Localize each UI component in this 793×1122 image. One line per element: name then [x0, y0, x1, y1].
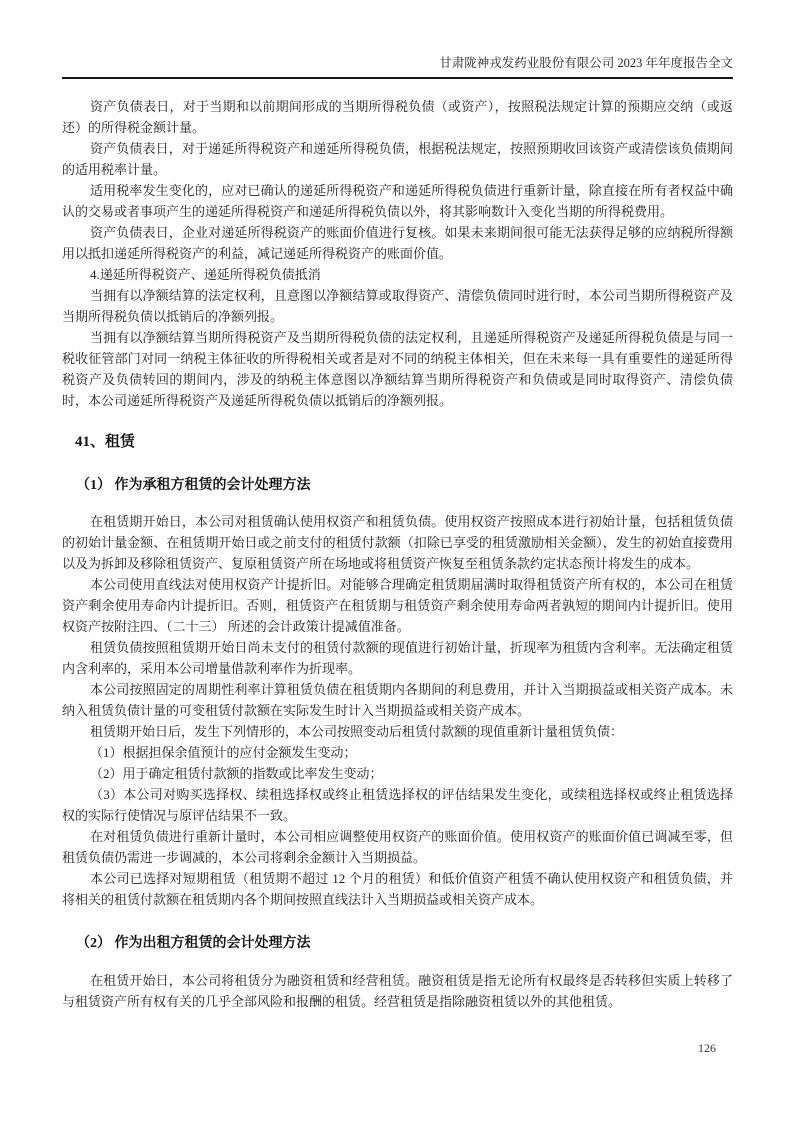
page-header: [62, 55, 733, 79]
body-paragraph: 本公司使用直线法对使用权资产计提折旧。对能够合理确定租赁期届满时取得租赁资产所有权的，本公司在租赁资产剩余使用寿命内计提折旧。否则，租赁资产在租赁期与租赁资产剩余使用寿命两者孰短的期间内计提折旧。使用权资产按附注四、（二十三） 所述的会计政策计提减值准备。: [62, 577, 733, 634]
body-paragraph: 租赁期开始日后，发生下列情形的，本公司按照变动后租赁付款额的现值重新计量租赁负债：: [90, 724, 624, 739]
body-paragraph: 在租赁开始日，本公司将租赁分为融资租赁和经营租赁。融资租赁是指无论所有权最终是否转移但实质上转移了与租赁资产所有权有关的几乎全部风险和报酬的租赁。经营租赁是指除融资租赁以外的其他租赁。: [62, 973, 733, 1009]
body-paragraph: 在租赁期开始日，本公司对租赁确认使用权资产和租赁负债。使用权资产按照成本进行初始计量，包括租赁负债的初始计量金额、在租赁期开始日或之前支付的租赁付款额（扣除已享受的租赁激励相关金额），发生的初始直接费用以及为拆卸及移除租赁资产、复原租赁资产所在场地或将租赁资产恢复至租赁条款约定状态预计将发生的成本。: [62, 514, 733, 571]
subsection-heading-lessee: （1） 作为承租方租赁的会计处理方法: [76, 478, 311, 493]
subsection-heading-lessor: （2） 作为出租方租赁的会计处理方法: [76, 936, 311, 951]
section-heading-lease: 41、租赁: [75, 434, 136, 450]
body-paragraph: 资产负债表日，对于当期和以前期间形成的当期所得税负债（或资产），按照税法规定计算的预期应交纳（或返还）的所得税金额计量。: [62, 99, 733, 135]
numbered-item-heading: 4.递延所得税资产、递延所得税负债抵消: [90, 267, 321, 282]
page-content: [62, 96, 733, 1012]
body-paragraph: 在对租赁负债进行重新计量时，本公司相应调整使用权资产的账面价值。使用权资产的账面价值已调减至零，但租赁负债仍需进一步调减的，本公司将剩余金额计入当期损益。: [62, 829, 733, 865]
header-title: 甘肃陇神戎发药业股份有限公司 2023 年年度报告全文: [439, 56, 733, 70]
body-paragraph: 当拥有以净额结算的法定权利，且意图以净额结算或取得资产、清偿负债同时进行时，本公司当期所得税资产及当期所得税负债以抵销后的净额列报。: [62, 288, 733, 324]
body-paragraph: 资产负债表日，企业对递延所得税资产的账面价值进行复核。如果未来期间很可能无法获得足够的应纳税所得额用以抵扣递延所得税资产的利益，减记递延所得税资产的账面价值。: [62, 225, 733, 261]
body-paragraph: 当拥有以净额结算当期所得税资产及当期所得税负债的法定权利，且递延所得税资产及递延所得税负债是与同一税收征管部门对同一纳税主体征收的所得税相关或者是对不同的纳税主体相关，但在未来每一具有重要性的递延所得税资产及负债转回的期间内，涉及的纳税主体意图以净额结算当期所得税资产和负债或是同时取得资产、清偿负债时，本公司递延所得税资产及递延所得税负债以抵销后的净额列报。: [62, 330, 733, 408]
body-paragraph: 本公司已选择对短期租赁（租赁期不超过 12 个月的租赁）和低价值资产租赁不确认使用权资产和租赁负债，并将相关的租赁付款额在租赁期内各个期间按照直线法计入当期损益或相关资产成本。: [62, 871, 733, 907]
body-paragraph: 适用税率发生变化的，应对已确认的递延所得税资产和递延所得税负债进行重新计量，除直接在所有者权益中确认的交易或者事项产生的递延所得税资产和递延所得税负债以外，将其影响数计入变化当期的所得税费用。: [62, 183, 733, 219]
list-item: （3）本公司对购买选择权、续租选择权或终止租赁选择权的评估结果发生变化，或续租选择权或终止租赁选择权的实际行使情况与原评估结果不一致。: [62, 787, 733, 823]
body-paragraph: 租赁负债按照租赁期开始日尚未支付的租赁付款额的现值进行初始计量，折现率为租赁内含利率。无法确定租赁内含利率的，采用本公司增量借款利率作为折现率。: [62, 640, 733, 676]
list-item: （1）根据担保余值预计的应付金额发生变动；: [90, 745, 357, 760]
body-paragraph: 资产负债表日，对于递延所得税资产和递延所得税负债，根据税法规定，按照预期收回该资产或清偿该负债期间的适用税率计量。: [62, 141, 733, 177]
page-number: 126: [698, 1041, 716, 1055]
body-paragraph: 本公司按照固定的周期性利率计算租赁负债在租赁期内各期间的利息费用，并计入当期损益或相关资产成本。未纳入租赁负债计量的可变租赁付款额在实际发生时计入当期损益或相关资产成本。: [62, 682, 733, 718]
list-item: （2）用于确定租赁付款额的指数或比率发生变动；: [90, 766, 383, 781]
